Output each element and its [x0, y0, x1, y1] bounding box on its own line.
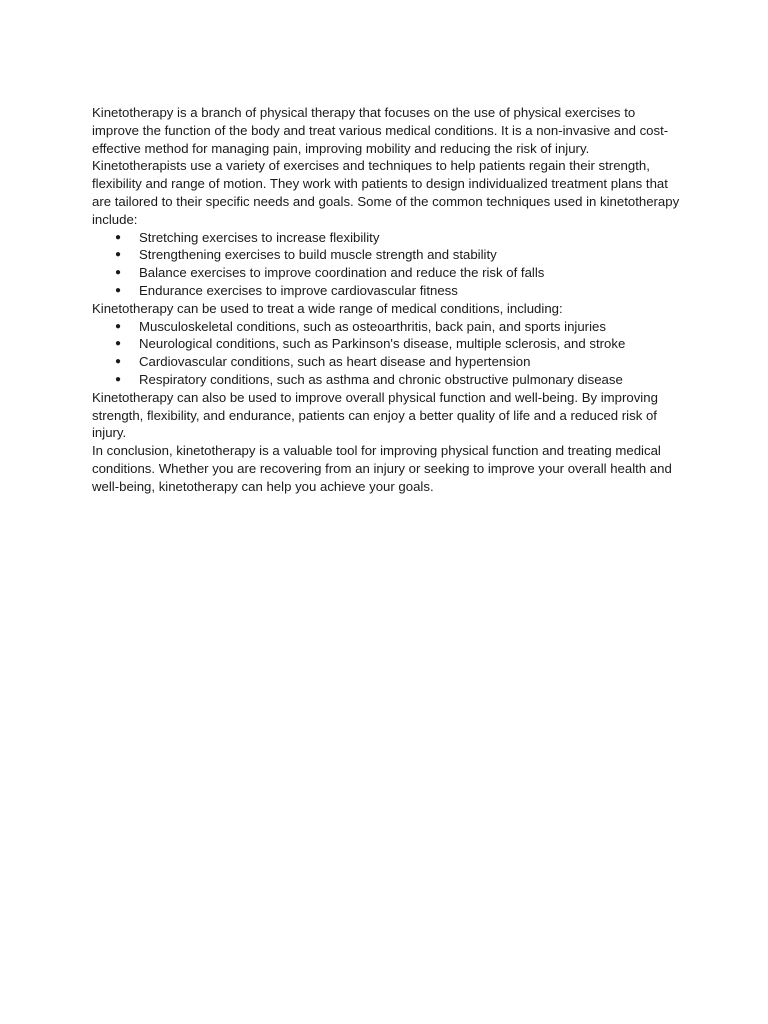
list-item-text: Musculoskeletal conditions, such as osteoarthritis, back pain, and sports injuries [139, 318, 606, 334]
bullet-icon: ● [115, 267, 122, 279]
list-item-text: Neurological conditions, such as Parkinson's disease, multiple sclerosis, and stroke [139, 336, 626, 352]
list-item-text: Respiratory conditions, such as asthma and chronic obstructive pulmonary disease [139, 371, 623, 387]
list-item [92, 335, 682, 353]
conditions-intro-paragraph: Kinetotherapy can be used to treat a wide range of medical conditions, including: [92, 300, 563, 316]
bullet-icon: ● [115, 373, 122, 385]
bullet-icon: ● [115, 284, 122, 296]
list-item [92, 353, 682, 371]
wellbeing-paragraph: Kinetotherapy can also be used to improve overall physical function and well-being. By improving strength, flexibility, and endurance, patients can enjoy a better quality of life and a reduced risk of injury. [92, 389, 658, 441]
list-item-text: Cardiovascular conditions, such as heart disease and hypertension [139, 354, 531, 370]
list-item [92, 246, 682, 264]
bullet-icon: ● [115, 356, 122, 368]
list-item [92, 371, 682, 389]
list-item [92, 229, 682, 247]
intro-paragraph: Kinetotherapy is a branch of physical therapy that focuses on the use of physical exercises to improve the function of the body and treat various medical conditions. It is a non-invasive and cost-effective method for managing pain, improving mobility and reducing the risk of injury. [92, 105, 669, 156]
bullet-icon: ● [115, 249, 122, 261]
techniques-intro-paragraph: Kinetotherapists use a variety of exercises and techniques to help patients regain their strength, flexibility and range of motion. They work with patients to design individualized treatment plans that are tailored to their specific needs and goals. Some of the common techniques used in kinetotherapy include: [92, 158, 680, 227]
list-item [92, 264, 682, 282]
conditions-list [92, 318, 682, 389]
document-body [92, 104, 682, 496]
list-item [92, 282, 682, 300]
bullet-icon: ● [115, 231, 122, 243]
bullet-icon: ● [115, 320, 122, 332]
list-item [92, 318, 682, 336]
list-item-text: Stretching exercises to increase flexibility [139, 229, 380, 245]
techniques-list [92, 229, 682, 300]
list-item-text: Strengthening exercises to build muscle strength and stability [139, 247, 497, 263]
list-item-text: Balance exercises to improve coordination and reduce the risk of falls [139, 265, 545, 281]
bullet-icon: ● [115, 338, 122, 350]
list-item-text: Endurance exercises to improve cardiovascular fitness [139, 282, 458, 298]
conclusion-paragraph: In conclusion, kinetotherapy is a valuable tool for improving physical function and treating medical conditions. Whether you are recovering from an injury or seeking to improve your overall health and well-being, kinetotherapy can help you achieve your goals. [92, 443, 672, 494]
